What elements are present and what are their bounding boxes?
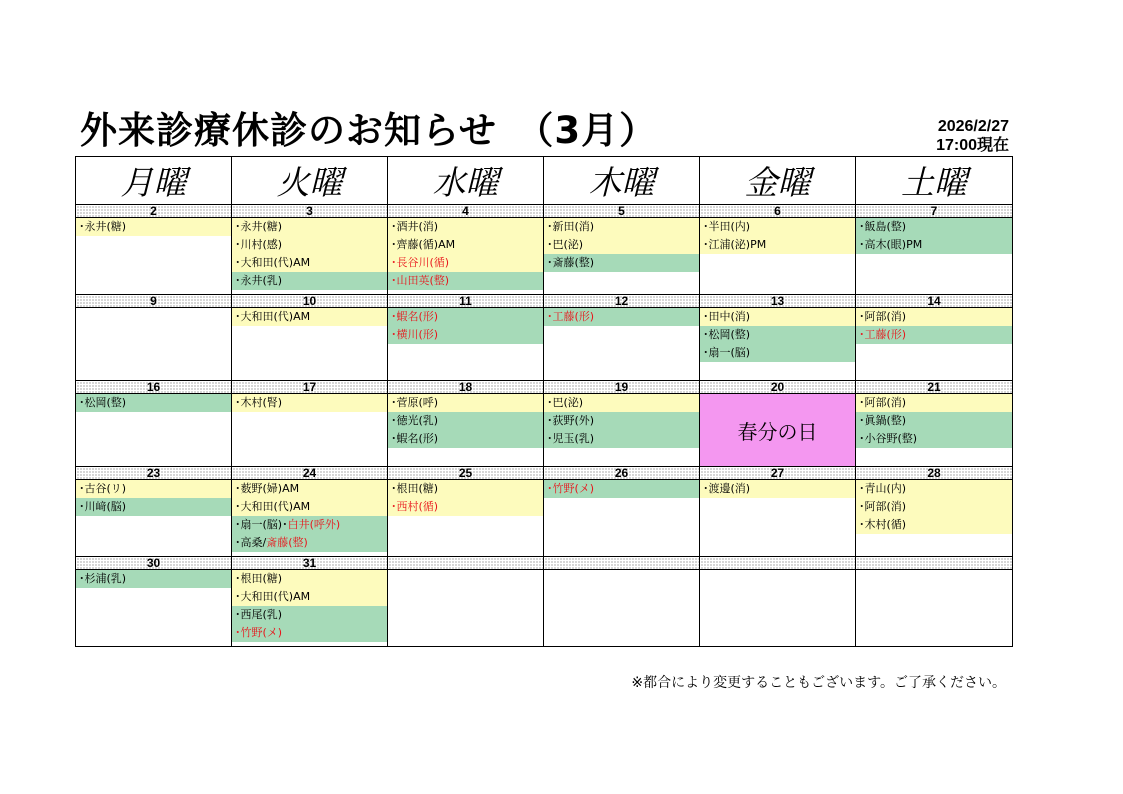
closure-entry: ･根田(糖) [232, 570, 387, 588]
closure-entry: ･川村(感) [232, 236, 387, 254]
update-timestamp [936, 117, 1009, 155]
week-entries-row [76, 570, 1013, 647]
closure-entry: ･阿部(消) [856, 308, 1012, 326]
day-number [856, 557, 1013, 570]
week-entries-row [76, 218, 1013, 295]
closure-entry: ･川﨑(脳) [76, 498, 231, 516]
closure-entry: ･田中(消) [700, 308, 855, 326]
day-number: 18 [388, 381, 544, 394]
closure-entry-part: ･扇一(脳)･ [235, 518, 288, 531]
weekday-tue: 火曜 [232, 157, 388, 205]
closure-entry: ･工藤(形) [856, 326, 1012, 344]
closure-entry: ･横川(形) [388, 326, 543, 344]
day-cell [388, 218, 544, 295]
day-cell [700, 570, 856, 647]
day-cell [76, 570, 232, 647]
day-cell [856, 570, 1013, 647]
closure-entry: ･半田(内) [700, 218, 855, 236]
footer-note: ※都合により変更することもございます。ご了承ください。 [631, 675, 1006, 691]
day-number: 23 [76, 467, 232, 480]
closure-entry [232, 534, 387, 552]
day-number [700, 557, 856, 570]
day-cell [856, 480, 1013, 557]
closure-entry: ･工藤(形) [544, 308, 699, 326]
week-date-row [76, 467, 1013, 480]
week-entries-row [76, 480, 1013, 557]
day-number: 10 [232, 295, 388, 308]
closure-entry: ･阿部(消) [856, 394, 1012, 412]
day-cell [76, 394, 232, 467]
closure-entry: ･竹野(メ) [544, 480, 699, 498]
closure-entry [232, 516, 387, 534]
day-number: 11 [388, 295, 544, 308]
closure-entry: ･児玉(乳) [544, 430, 699, 448]
closure-entry: ･新田(消) [544, 218, 699, 236]
closure-entry: ･巴(泌) [544, 236, 699, 254]
closure-entry: ･永井(糖) [76, 218, 231, 236]
day-number: 28 [856, 467, 1013, 480]
closure-entry: ･松岡(整) [700, 326, 855, 344]
day-number: 17 [232, 381, 388, 394]
closure-entry: ･扇一(脳) [700, 344, 855, 362]
day-cell [76, 308, 232, 381]
update-time: 17:00現在 [936, 137, 1009, 154]
day-cell [856, 394, 1013, 467]
day-number: 7 [856, 205, 1013, 218]
closure-entry: ･大和田(代)AM [232, 588, 387, 606]
closure-entry: ･木村(循) [856, 516, 1012, 534]
week-date-row [76, 557, 1013, 570]
week-entries-row [76, 394, 1013, 467]
closure-entry: ･松岡(整) [76, 394, 231, 412]
day-number: 25 [388, 467, 544, 480]
day-number: 27 [700, 467, 856, 480]
day-number: 9 [76, 295, 232, 308]
closure-entry: ･永井(乳) [232, 272, 387, 290]
closure-entry: ･斎藤(整) [544, 254, 699, 272]
closure-entry: ･木村(腎) [232, 394, 387, 412]
day-cell [856, 308, 1013, 381]
day-cell [232, 480, 388, 557]
day-cell [700, 480, 856, 557]
closure-entry-part: 白井(呼外) [287, 518, 341, 531]
day-number: 31 [232, 557, 388, 570]
weekday-thu: 木曜 [544, 157, 700, 205]
week-date-row [76, 295, 1013, 308]
day-number: 26 [544, 467, 700, 480]
day-cell [700, 308, 856, 381]
closure-entry: ･古谷(リ) [76, 480, 231, 498]
day-cell [544, 308, 700, 381]
day-number: 16 [76, 381, 232, 394]
weekday-mon: 月曜 [76, 157, 232, 205]
closure-entry: ･蝦名(形) [388, 308, 543, 326]
day-cell [388, 394, 544, 467]
weekday-fri: 金曜 [700, 157, 856, 205]
closure-entry: ･渡邊(消) [700, 480, 855, 498]
day-number: 30 [76, 557, 232, 570]
day-cell [388, 480, 544, 557]
update-date: 2026/2/27 [937, 118, 1009, 135]
day-cell [232, 570, 388, 647]
day-cell [388, 308, 544, 381]
day-cell [544, 394, 700, 467]
closure-entry: ･山田英(整) [388, 272, 543, 290]
day-number: 3 [232, 205, 388, 218]
day-cell [544, 480, 700, 557]
closure-entry: ･小谷野(整) [856, 430, 1012, 448]
closure-entry: ･江浦(泌)PM [700, 236, 855, 254]
closure-entry: ･高木(眼)PM [856, 236, 1012, 254]
day-cell [232, 218, 388, 295]
day-number: 2 [76, 205, 232, 218]
closure-entry: ･酒井(消) [388, 218, 543, 236]
closure-entry: ･長谷川(循) [388, 254, 543, 272]
day-cell [232, 308, 388, 381]
closure-entry: ･西村(循) [388, 498, 543, 516]
holiday-label: 春分の日 [737, 419, 818, 444]
day-cell [856, 218, 1013, 295]
closure-entry: ･西尾(乳) [232, 606, 387, 624]
closure-entry: ･竹野(メ) [232, 624, 387, 642]
day-cell [388, 570, 544, 647]
day-cell [544, 570, 700, 647]
closure-entry: ･大和田(代)AM [232, 254, 387, 272]
closure-entry: ･大和田(代)AM [232, 498, 387, 516]
closure-entry: ･永井(糖) [232, 218, 387, 236]
week-entries-row [76, 308, 1013, 381]
closure-entry: ･青山(内) [856, 480, 1012, 498]
closure-entry: ･蝦名(形) [388, 430, 543, 448]
day-number: 6 [700, 205, 856, 218]
day-number: 24 [232, 467, 388, 480]
day-number [544, 557, 700, 570]
closure-entry: ･齊藤(循)AM [388, 236, 543, 254]
closure-entry: ･菅原(呼) [388, 394, 543, 412]
closure-calendar [75, 156, 1013, 647]
day-cell [76, 218, 232, 295]
week-date-row [76, 205, 1013, 218]
closure-entry-part: ･高桑/ [235, 536, 267, 549]
day-cell [544, 218, 700, 295]
closure-entry: ･阿部(消) [856, 498, 1012, 516]
closure-entry: ･眞鍋(整) [856, 412, 1012, 430]
day-cell [232, 394, 388, 467]
closure-entry: ･飯島(整) [856, 218, 1012, 236]
day-number: 5 [544, 205, 700, 218]
page-title: 外来診療休診のお知らせ （3月） [80, 109, 658, 152]
closure-entry: ･巴(泌) [544, 394, 699, 412]
day-number: 14 [856, 295, 1013, 308]
day-number: 21 [856, 381, 1013, 394]
day-number: 12 [544, 295, 700, 308]
weekday-sat: 土曜 [856, 157, 1013, 205]
day-number: 20 [700, 381, 856, 394]
day-number [388, 557, 544, 570]
closure-entry-part: 斎藤(整) [266, 536, 308, 549]
day-number: 4 [388, 205, 544, 218]
closure-entry: ･徳光(乳) [388, 412, 543, 430]
closure-entry: ･荻野(外) [544, 412, 699, 430]
closure-entry: ･根田(糖) [388, 480, 543, 498]
day-cell [76, 480, 232, 557]
week-date-row [76, 381, 1013, 394]
closure-entry: ･杉浦(乳) [76, 570, 231, 588]
weekday-wed: 水曜 [388, 157, 544, 205]
day-number: 19 [544, 381, 700, 394]
closure-entry: ･大和田(代)AM [232, 308, 387, 326]
closure-entry: ･薮野(婦)AM [232, 480, 387, 498]
day-cell [700, 394, 856, 467]
calendar-weeks [76, 205, 1013, 647]
day-number: 13 [700, 295, 856, 308]
day-cell [700, 218, 856, 295]
weekday-header-row [76, 157, 1013, 205]
